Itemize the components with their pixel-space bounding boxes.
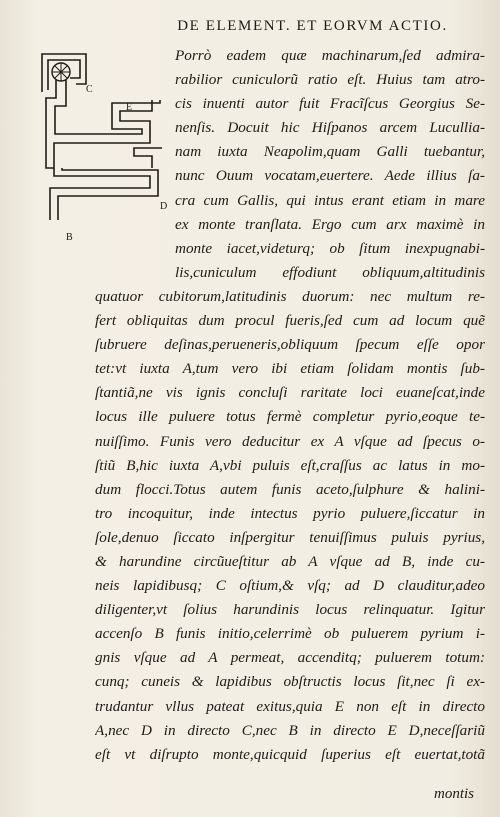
- rosette-icon: [52, 63, 70, 81]
- text-line: accenſo B funis initio,celerrimè ob puluerem pyrium i-: [95, 625, 485, 643]
- text-line: A,nec D in directo C,nec B in directo E D,neceſſariũ: [95, 721, 485, 739]
- text-line: nuiſſimo. Funis vero deducitur ex A vſque ad ſpecus o-: [95, 432, 485, 450]
- text-line: ſtiũ B,hic iuxta A,vbi puluis eſt,craſſus ac latus in mo-: [95, 456, 485, 474]
- text-line: lis,cuniculum effodiunt obliquum,altitudinis: [175, 263, 485, 281]
- text-line: cis inuenti autor fuit Fracĩſcus Georgius Se-: [175, 95, 485, 113]
- text-line: eſt vt diſrupto monte,quicquid ſuperius eſt euertat,totã: [95, 745, 485, 763]
- text-line: locus ille puluere totus fermè completur pyrio,eoque te-: [95, 408, 485, 426]
- text-line: dum flocci.Totus autem funis aceto,ſulphure & halini-: [95, 480, 485, 498]
- text-line: monte iacet,videturq; ob ſitum inexpugnabi-: [175, 239, 485, 257]
- text-line: nam iuxta Neapolim,quam Galli tuebantur,: [175, 143, 485, 161]
- text-line: tro incoquitur, inde intectus pyrio puluere,ſiccatur in: [95, 504, 485, 522]
- text-line: ex monte tranſlata. Ergo cum arx maximè in: [175, 215, 485, 233]
- running-head: DE ELEMENT. ET EORVM ACTIO.: [177, 18, 448, 34]
- body-text: [95, 44, 485, 767]
- text-line: trudantur vllus pateat exitus,quia E non eſt in directo: [95, 697, 485, 715]
- text-line: diligenter,vt ſolius harundinis locus relinquatur. Igitur: [95, 601, 485, 619]
- text-line: nenſis. Docuit hic Hiſpanos arcem Lucullia-: [175, 119, 485, 137]
- diagram-label-e: E: [126, 102, 133, 113]
- diagram-label-c: C: [86, 84, 93, 95]
- text-line: & harundine circũueſtitur ab A vſque ad B, inde cu-: [95, 552, 485, 570]
- text-line: gnis vſque ad A permeat, accenditq; puluerem totum:: [95, 649, 485, 667]
- diagram-label-b: B: [66, 232, 73, 243]
- text-line: neis lapidibusq; C oſtium,& vſq; ad D clauditur,adeo: [95, 577, 485, 595]
- text-line: tet:vt iuxta A,tum vero ibi etiam ſolidam montis ſub-: [95, 360, 485, 378]
- text-line: nunc Ouum vocatam,euertere. Aede illius ſa-: [175, 167, 485, 185]
- text-line: quatuor cubitorum,latitudinis duorum: nec multum re-: [95, 287, 485, 305]
- diagram-label-d: D: [160, 201, 168, 212]
- text-line: ſubruere deſinas,perueneris,obliquum ſpecum eſſe opor: [95, 336, 485, 354]
- text-line: ſtantiã,ne vis ignis concluſi raritate loci euaneſcat,inde: [95, 384, 485, 402]
- text-line: Porrò eadem quæ machinarum,ſed admira-: [175, 47, 485, 64]
- text-line: ſole,denuo ſiccato inſpergitur tenuiſſimus puluis pyrius,: [95, 528, 485, 546]
- text-line: cunq; cuneis & lapidibus obſtructis locus ſit,nec ſi ex-: [95, 673, 485, 691]
- text-line: fert obliquitas dum procul fueris,ſed cum ad locum quẽ: [95, 312, 485, 330]
- text-line: cra cum Gallis, qui intus erant etiam in mare: [175, 191, 485, 209]
- text-line: rabilior cuniculorũ ratio eſt. Huius tam atro-: [175, 71, 485, 89]
- catchword: montis: [433, 786, 474, 802]
